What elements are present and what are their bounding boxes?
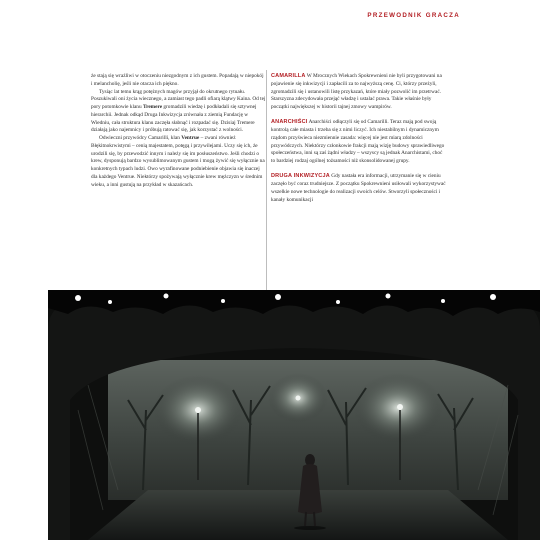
clan-name-tremere: Tremere bbox=[142, 104, 163, 110]
section-heading-second-inquisition: DRUGA INKWIZYCJA bbox=[271, 173, 330, 180]
clan-name-ventrue: Ventrue bbox=[181, 135, 200, 141]
section-heading-anarchists: ANARCHIŚCI bbox=[271, 119, 308, 126]
paragraph-ventrue bbox=[91, 135, 266, 189]
section-text: W Mrocznych Wiekach Spokrewnieni nie byli przygotowani na pojawienie się inkwizycji i zapłacili za to najwyższą cenę. Ci, którzy przeżyli, zgromadzili się i ustanowili listę przykazań, które miały pozwolić im przetrwać. Starszyzna zdecydowała przejąć władzę i ustalać prawa. Takie właśnie były początki największej w historii tajnej zmowy wampirów. bbox=[271, 73, 442, 110]
paragraph-tremere bbox=[91, 89, 266, 136]
left-column bbox=[91, 73, 266, 189]
section-text: Anarchiści odłączyli się od Camarilli. Teraz mają pod swoją kontrolą całe miasta i trzeba się z nimi liczyć. Ich niestabilnym i dynamicznym rządom przyświeca niezmiennie zasada: więcej nie jest miarą zdolności przywódczych. Niektórzy członkowie frakcji mają wizję budowy sprawiedliwego społeczeństwa, inni są zaś żądni władzy – wszyscy są jednak Anarchistami, choć to bardziej rodzaj ogólnej tożsamości niż skonsolidowanej grupy. bbox=[271, 119, 445, 164]
tunnel-park-night-figure-illustration bbox=[48, 290, 540, 540]
paragraph-text: Odwieczni przywódcy Camarilli, klan bbox=[99, 135, 182, 141]
section-camarilla bbox=[271, 73, 446, 112]
running-header: PRZEWODNIK GRACZA bbox=[367, 12, 460, 19]
section-second-inquisition bbox=[271, 173, 446, 204]
illustration-tunnel-night bbox=[48, 290, 540, 540]
paragraph-text: Tysiąc lat temu krąg potężnych magów przyjął do okrutnego rytuału. Poszukiwali oni życia wiecznego, a zamiast tego padli ofiarą klątwy Kaina. Od tej pory potomkowie klanu bbox=[91, 88, 266, 110]
section-anarchists bbox=[271, 119, 446, 166]
paragraph-text: gromadzili wiedzę i podkładali się sztywnej hierarchii. Jednak odkąd Druga Inkwizycja zrównała z ziemią Fundację w Wiedniu, cała struktura klanu zaczęła słabnąć i rozpadać się. Dzisiaj Tremere działają jako najemnicy i próbują ratować się, jak korzystać z wolności. bbox=[91, 104, 257, 134]
paragraph-aesthetes: że stają się wrażliwi w otoczeniu niezgodnym z ich gustem. Popadają w niepokój i melancholię, jeśli nie otacza ich piękno. bbox=[91, 73, 264, 87]
column-divider bbox=[266, 70, 267, 300]
section-text: Gdy nastała era informacji, utrzymanie się w cieniu zaczęło być coraz trudniejsze. Z początku Spokrewnieni usiłowali wykorzystywać wszelkie nowe technologie do realizacji swoich celów. Stworzyli społeczności i kanały komunikacji bbox=[271, 173, 446, 203]
section-heading-camarilla: CAMARILLA bbox=[271, 73, 306, 79]
right-column bbox=[271, 73, 446, 204]
paragraph-text: – zwani również Błękitnokrwistymi – cenią majestatem, potęgą i przywilejami. Uczy się ich, że urodzili się, by przewodzić innym i należy się im posłuszeństwo. Jeśli chodzi o krew, dysponują bardzo wysublimowanym gustem i mogą żywić się wyłącznie na konkretnych typach ludzi. Owo wyrafinowane podniebienie objawia się inaczej dla każdego Ventrue. Niektórzy spożywają wyłącznie krew mężczyzn w średnim wieku, a inni gustują na przykład w skazańcach. bbox=[91, 135, 265, 188]
